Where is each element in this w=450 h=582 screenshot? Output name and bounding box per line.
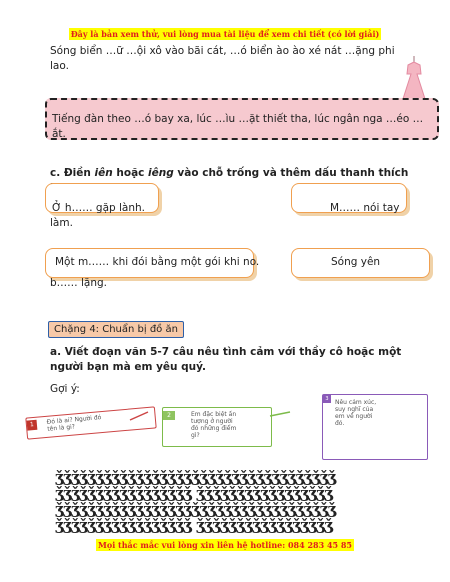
hint-card-2-text: Em đặc biệt ấn tượng ở người đó những điểm gì? [191,411,237,439]
hint-card-3 [322,394,428,460]
exercise-paragraph-2: Tiếng đàn theo …ó bay xa, lúc …ìu …ặt thiết tha, lúc ngân nga …éo …ắt. [52,113,424,140]
hint-label: Gợi ý: [50,383,80,395]
obscured-line: ǯǯǯǯǯǯǯǯǯǯǯǯǯǯǯǯǯ ǯǯǯǯǯǯǯǯǯǯǯǯǯǯǯǯǯ [55,484,333,502]
section-c-word2: iêng [148,167,174,179]
section-c-mid: hoặc [112,167,149,179]
chapter-label: Chặng 4: Chuẩn bị đồ ăn [48,321,184,338]
arrow-icon [128,406,152,426]
hint-card-3-text: Nêu cảm xúc, suy nghĩ của em về người đó. [335,399,377,427]
section-c-prefix: c. Điền [50,167,95,179]
section-c-word1: iên [94,167,113,179]
hint-card-1-number: 1 [27,420,38,431]
fill-item-4-cont: b…… lặng. [50,277,108,289]
hint-card-2-number: 2 [163,411,175,420]
obscured-line: ǯǯǯǯǯǯǯǯǯǯǯǯǯǯǯǯǯǯǯǯǯǯǯǯǯǯǯǯǯǯǯǯǯǯǯ [55,468,336,486]
hint-card-1-text: Đó là ai? Người đó tên là gì? [46,414,102,433]
obscured-line: ǯǯǯǯǯǯǯǯǯǯǯǯǯǯǯǯǯ ǯǯǯǯǯǯǯǯǯǯǯǯǯǯǯǯǯ [55,516,333,534]
obscured-line: ǯǯǯǯǯǯǯǯǯǯǯǯǯǯǯǯǯǯǯǯǯǯǯǯǯǯǯǯǯǯǯǯǯǯǯ [55,500,336,518]
fill-item-2: M…… nói tay [330,202,400,214]
fill-item-4: Sóng yên [331,256,381,268]
obscured-text-block [55,469,336,533]
section-c-suffix: vào chỗ trống và thêm dấu thanh thích [177,167,409,179]
preview-banner-text: Đây là bản xem thử, vui lòng mua tài liệu để xem chi tiết (có lời giải) [70,29,380,39]
fill-item-1: Ở h…… gặp lành. [52,202,146,214]
hint-card-3-number: 3 [323,395,331,403]
hint-card-2 [162,407,272,447]
fill-item-3: Một m…… khi đói bằng một gói khi no. [55,256,260,268]
arrow-icon [268,408,294,422]
preview-banner [0,22,450,41]
task-a-heading: a. Viết đoạn văn 5-7 câu nêu tình cảm với thầy cô hoặc một người bạn mà em yêu quý. [50,346,402,373]
exercise-paragraph-1: Sóng biển …ữ …ội xô vào bãi cát, …ó biển ào ào xé nát …ặng phi lao. [50,45,395,72]
hotline-footer [0,533,450,552]
fill-item-2-cont: làm. [50,217,73,229]
hotline-text: Mọi thắc mắc vui lòng xin liên hệ hotline: 084 283 45 85 [98,540,352,550]
